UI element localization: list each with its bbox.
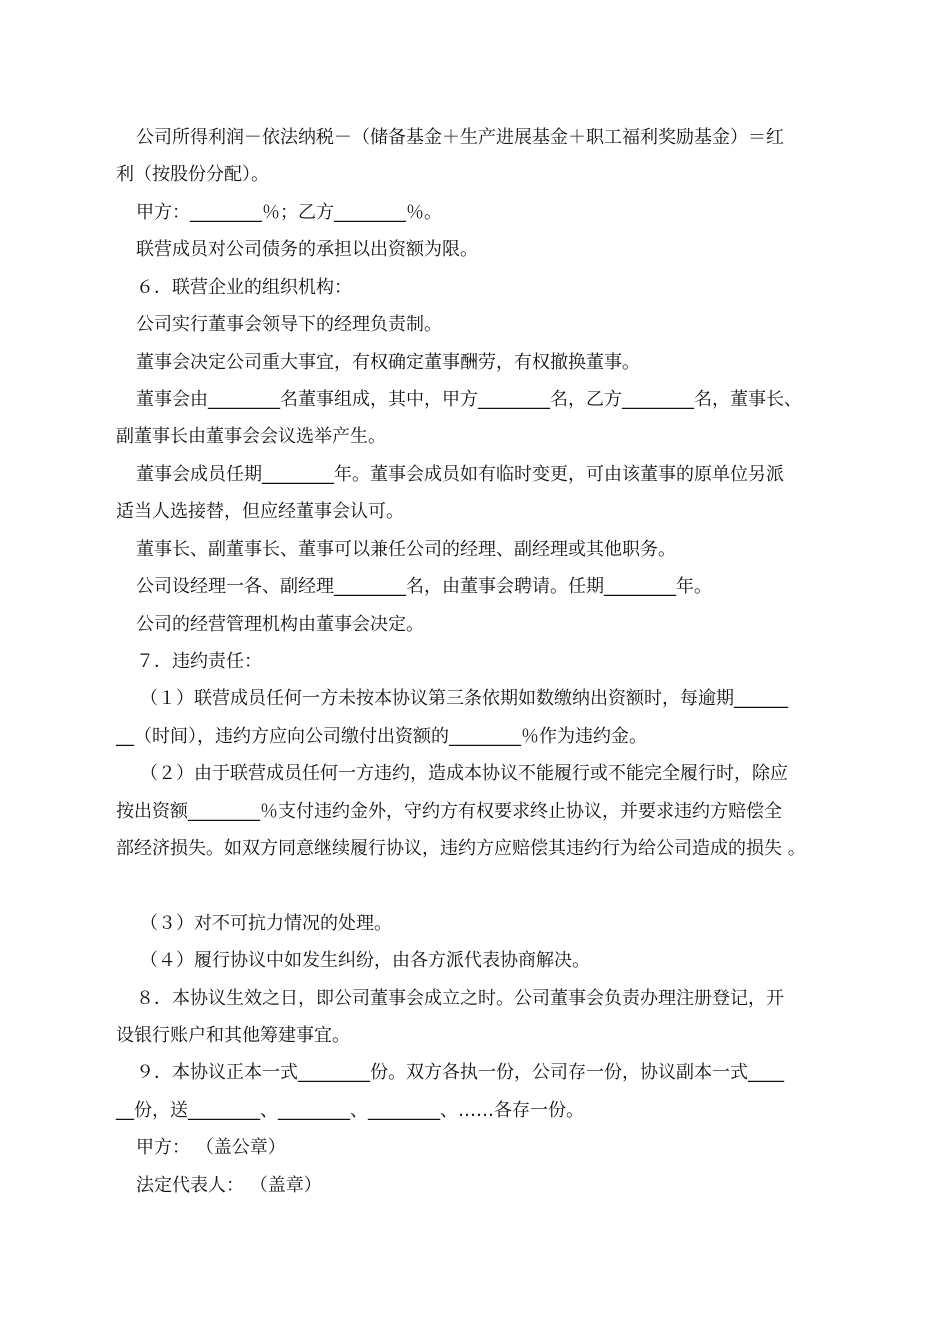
text-line: （２）由于联营成员任何一方违约，造成本协议不能履行或不能完全履行时，除应	[140, 763, 788, 784]
text-line: 公司实行董事会领导下的经理负责制。	[136, 314, 442, 335]
text-line: 公司所得利润－依法纳税－（储备基金＋生产进展基金＋职工福利奖励基金）＝红	[136, 127, 784, 148]
text-line: 公司的经营管理机构由董事会决定。	[136, 614, 424, 635]
text-line: 董事会由________名董事组成，其中，甲方________名，乙方________名，董事长、	[136, 389, 802, 410]
text-line: __（时间），违约方应向公司缴付出资额的________％作为违约金。	[116, 726, 647, 747]
text-line: 甲方：________％；乙方________％。	[136, 202, 442, 223]
section-heading: ６．联营企业的组织机构：	[136, 277, 352, 298]
text-line: 董事会决定公司重大事宜，有权确定董事酬劳，有权撤换董事。	[136, 352, 640, 373]
text-line: 适当人选接替，但应经董事会认可。	[116, 501, 404, 522]
text-line: 按出资额________％支付违约金外，守约方有权要求终止协议，并要求违约方赔偿全	[116, 801, 782, 822]
legal-representative-line: 法定代表人： （盖章）	[136, 1175, 322, 1196]
party-a-signature-line: 甲方： （盖公章）	[136, 1137, 286, 1158]
text-line: （１）联营成员任何一方未按本协议第三条依期如数缴纳出资额时，每逾期______	[140, 688, 788, 709]
text-line: （４）履行协议中如发生纠纷，由各方派代表协商解决。	[140, 950, 590, 971]
text-line: （３）对不可抗力情况的处理。	[140, 913, 392, 934]
section-heading: ８．本协议生效之日，即公司董事会成立之时。公司董事会负责办理注册登记，开	[136, 988, 784, 1009]
text-line: 董事会成员任期________年。董事会成员如有临时变更，可由该董事的原单位另派	[136, 464, 784, 485]
text-line: 联营成员对公司债务的承担以出资额为限。	[136, 239, 478, 260]
text-line: 设银行账户和其他筹建事宜。	[116, 1025, 350, 1046]
text-line: __份，送________、________、________、……各存一份。	[116, 1100, 584, 1121]
text-line: 公司设经理一各、副经理________名，由董事会聘请。任期________年。	[136, 576, 712, 597]
text-line: 利（按股份分配）。	[116, 164, 269, 185]
section-heading: ９．本协议正本一式________份。双方各执一份，公司存一份，协议副本一式____	[136, 1062, 784, 1083]
section-heading: ７．违约责任：	[136, 651, 262, 672]
text-line: 董事长、副董事长、董事可以兼任公司的经理、副经理或其他职务。	[136, 539, 676, 560]
text-line: 副董事长由董事会会议选举产生。	[116, 426, 386, 447]
text-line: 部经济损失。如双方同意继续履行协议，违约方应赔偿其违约行为给公司造成的损失 。	[116, 838, 806, 859]
